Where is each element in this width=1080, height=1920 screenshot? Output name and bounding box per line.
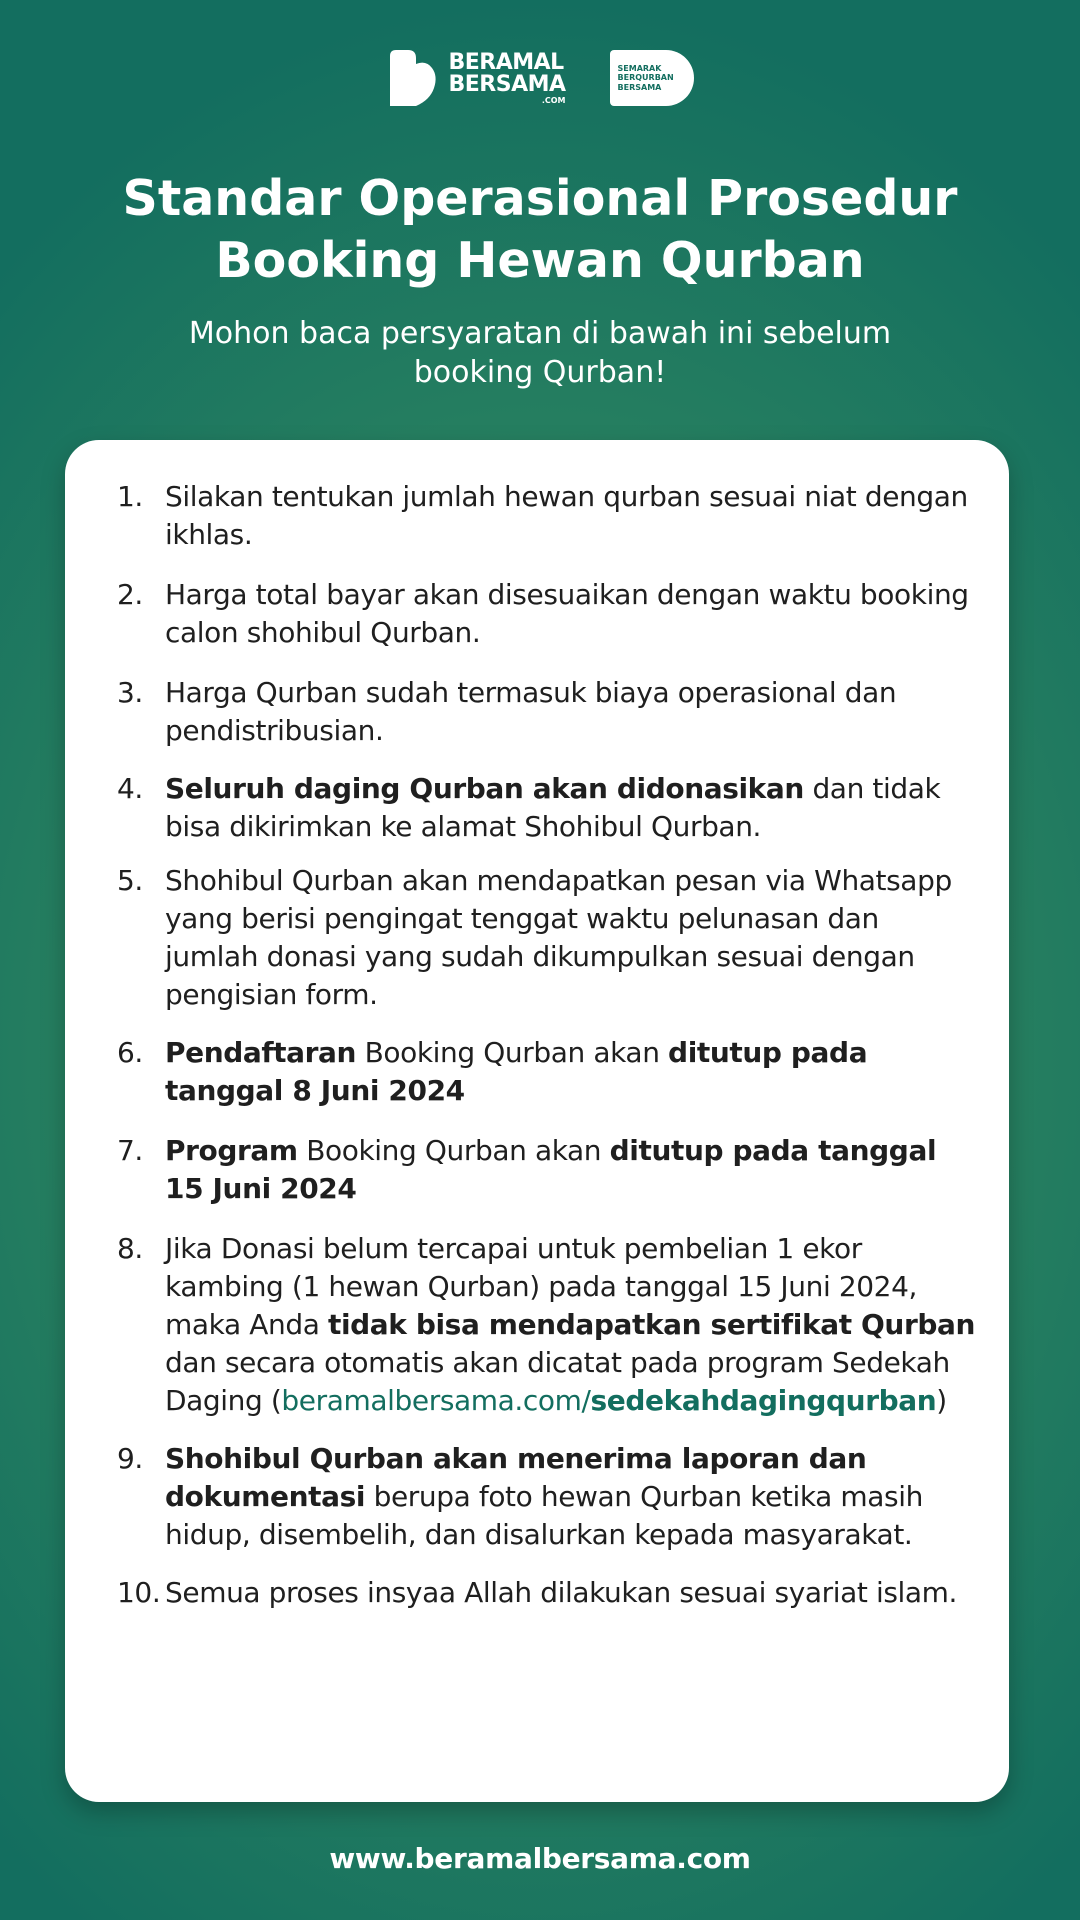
- sedekah-daging-link[interactable]: beramalbersama.com/: [281, 1384, 591, 1417]
- list-item-number: 5.: [117, 864, 143, 897]
- badge-line-3: BERSAMA: [617, 82, 662, 92]
- body-text: Silakan tentukan jumlah hewan qurban sesuai niat dengan ikhlas.: [165, 480, 968, 551]
- list-item-number: 1.: [117, 480, 143, 513]
- body-text: Semua proses insyaa Allah dilakukan sesuai syariat islam.: [165, 1576, 958, 1609]
- list-item-number: 10.: [117, 1576, 161, 1609]
- list-item-text: [165, 1036, 867, 1107]
- body-text: ): [936, 1384, 947, 1417]
- list-item: [117, 1132, 977, 1208]
- list-item-text: [165, 578, 969, 649]
- logo-suffix: .COM: [541, 95, 566, 105]
- emphasis-text: Pendaftaran: [165, 1036, 357, 1069]
- logo-line-1: BERAMAL: [448, 49, 564, 75]
- sedekah-daging-link[interactable]: sedekahdagingqurban: [590, 1384, 937, 1417]
- body-text: Shohibul Qurban akan mendapatkan pesan via Whatsapp yang berisi pengingat tenggat waktu pelunasan dan jumlah donasi yang sudah dikumpulkan sesuai dengan pengisian form.: [165, 864, 952, 1011]
- title-line-2: Booking Hewan Qurban: [215, 232, 865, 289]
- list-item: [117, 576, 977, 652]
- list-item-number: 6.: [117, 1036, 143, 1069]
- subtitle-line-2: booking Qurban!: [413, 355, 667, 390]
- list-item-number: 8.: [117, 1232, 143, 1265]
- list-item-number: 2.: [117, 578, 143, 611]
- body-text: berupa foto hewan Qurban ketika masih hidup, disembelih, dan disalurkan kepada masyarakat.: [165, 1480, 923, 1551]
- header-logos: [0, 48, 1080, 108]
- list-item: [117, 478, 977, 554]
- emphasis-text: tidak bisa mendapatkan sertifikat Qurban: [327, 1308, 976, 1341]
- list-item-text: [165, 864, 952, 1011]
- heart-logo-icon: [386, 50, 438, 106]
- emphasis-text: ditutup pada tanggal 15 Juni 2024: [165, 1134, 937, 1205]
- list-item: [117, 1034, 977, 1110]
- body-text: dan tidak bisa dikirimkan ke alamat Shohibul Qurban.: [165, 772, 941, 843]
- emphasis-text: ditutup pada tanggal 8 Juni 2024: [165, 1036, 868, 1107]
- list-item: [117, 1574, 977, 1612]
- list-item: [117, 862, 977, 1014]
- body-text: Jika Donasi belum tercapai untuk pembelian 1 ekor kambing (1 hewan Qurban) pada tanggal 15 Juni 2024, maka Anda: [165, 1232, 917, 1341]
- logo-wordmark: [448, 49, 566, 105]
- list-item-text: [165, 1232, 975, 1417]
- list-item-text: [165, 1442, 923, 1551]
- body-text: Harga total bayar akan disesuaikan dengan waktu booking calon shohibul Qurban.: [165, 578, 969, 649]
- body-text: Booking Qurban akan: [297, 1134, 610, 1167]
- list-item-text: [165, 676, 896, 747]
- list-item-number: 7.: [117, 1134, 143, 1167]
- list-item: [117, 770, 977, 846]
- beramal-bersama-logo: [386, 50, 565, 106]
- body-text: dan secara otomatis akan dicatat pada program Sedekah Daging (: [165, 1346, 950, 1417]
- list-item: [117, 674, 977, 750]
- body-text: Harga Qurban sudah termasuk biaya operasional dan pendistribusian.: [165, 676, 897, 747]
- list-item-text: [165, 480, 968, 551]
- title-line-1: Standar Operasional Prosedur: [122, 170, 958, 227]
- body-text: Booking Qurban akan: [356, 1036, 669, 1069]
- logo-line-2: BERSAMA: [448, 71, 566, 97]
- page-title: [80, 168, 1000, 292]
- requirements-card: [65, 440, 1009, 1802]
- list-item-text: [165, 1134, 936, 1205]
- emphasis-text: Seluruh daging Qurban akan didonasikan: [165, 772, 804, 805]
- badge-line-1: SEMARAK: [617, 63, 662, 73]
- emphasis-text: Shohibul Qurban akan menerima laporan dan dokumentasi: [165, 1442, 867, 1513]
- list-item-text: [165, 772, 940, 843]
- emphasis-text: Program: [165, 1134, 298, 1167]
- list-item-text: [165, 1576, 957, 1609]
- list-item-number: 4.: [117, 772, 143, 805]
- requirements-list: [117, 478, 977, 1612]
- badge-line-2: BERQURBAN: [617, 73, 674, 83]
- footer-url[interactable]: www.beramalbersama.com: [329, 1842, 751, 1875]
- list-item: [117, 1440, 977, 1554]
- list-item-number: 9.: [117, 1442, 143, 1475]
- list-item-number: 3.: [117, 676, 143, 709]
- campaign-badge: [610, 50, 694, 106]
- subtitle-line-1: Mohon baca persyaratan di bawah ini sebelum: [188, 316, 892, 351]
- page-subtitle: [140, 314, 940, 392]
- list-item: [117, 1230, 977, 1420]
